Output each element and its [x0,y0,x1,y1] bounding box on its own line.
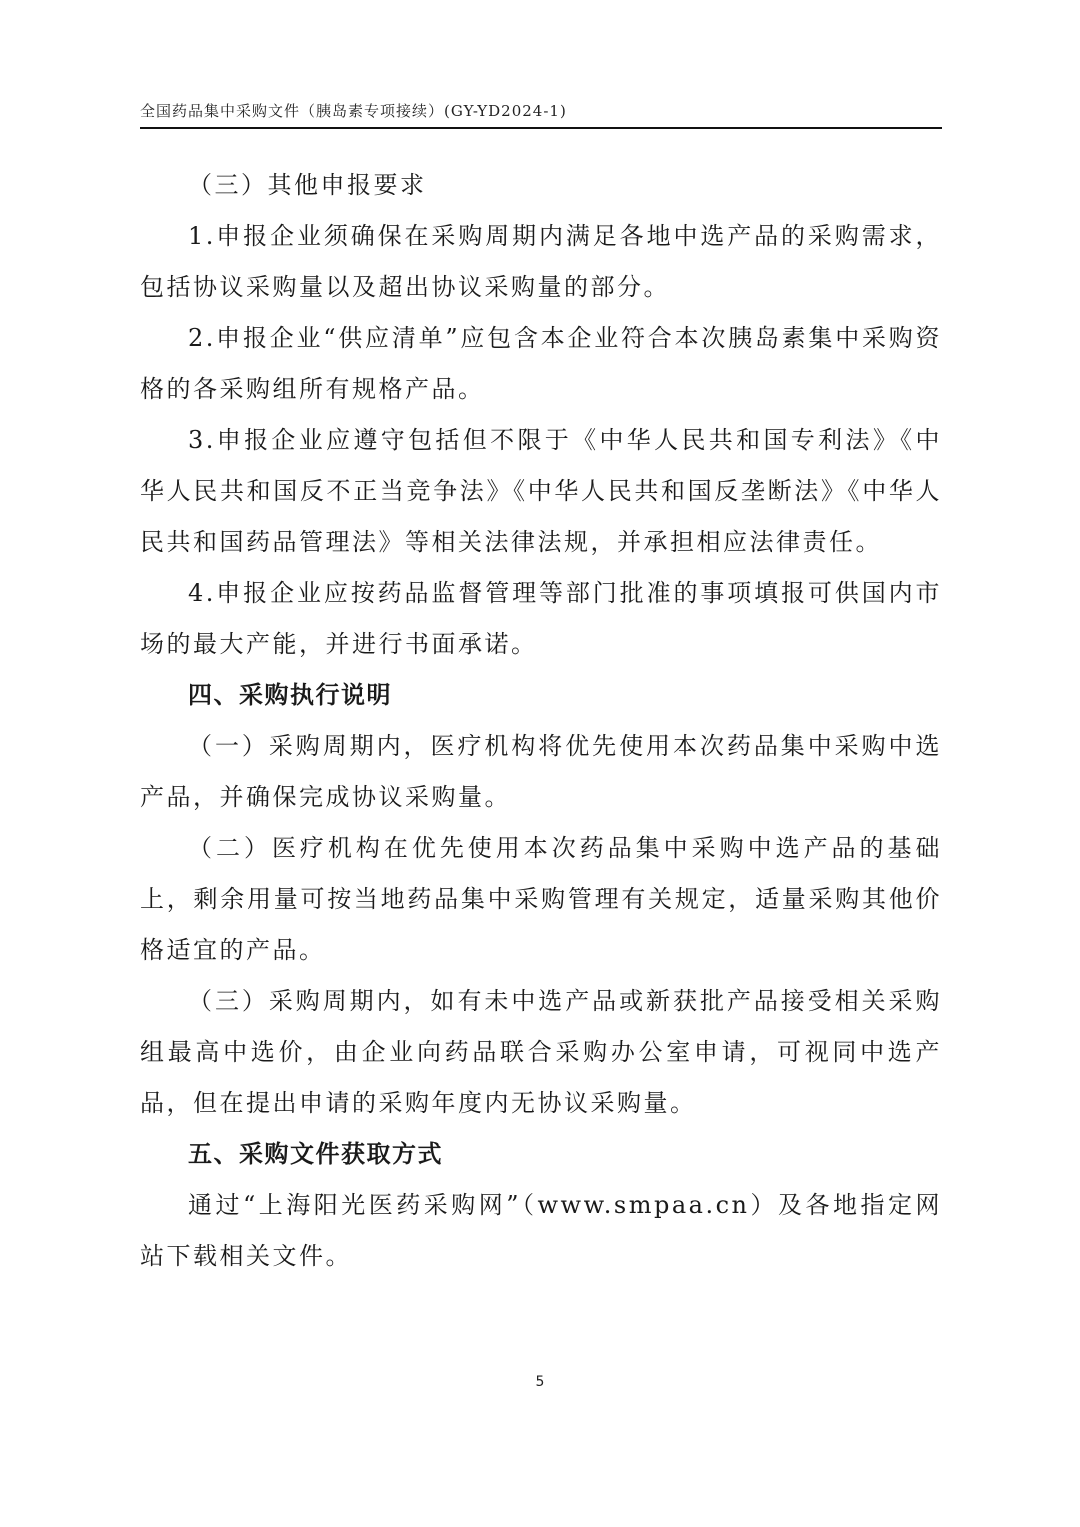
paragraph-requirement-3: 3.申报企业应遵守包括但不限于《中华人民共和国专利法》《中华人民共和国反不正当竞争法》《中华人民共和国反垄断法》《中华人民共和国药品管理法》等相关法律法规，并承担相应法律责任。 [140,426,942,556]
document-body [140,160,942,1282]
paragraph-requirement-1: 1.申报企业须确保在采购周期内满足各地中选产品的采购需求，包括协议采购量以及超出协议采购量的部分。 [140,222,942,301]
page-number: 5 [535,1374,545,1390]
subheading-other-requirements: （三）其他申报要求 [188,171,427,199]
paragraph-document-access: 通过“上海阳光医药采购网”（www.smpaa.cn）及各地指定网站下载相关文件。 [140,1191,942,1270]
header-divider [140,127,942,129]
paragraph-execution-1: （一）采购周期内，医疗机构将优先使用本次药品集中采购中选产品，并确保完成协议采购量。 [140,732,942,811]
section-heading-document-access: 五、采购文件获取方式 [188,1140,443,1168]
section-heading-procurement-execution: 四、采购执行说明 [188,681,392,709]
paragraph-requirement-4: 4.申报企业应按药品监督管理等部门批准的事项填报可供国内市场的最大产能，并进行书面承诺。 [140,579,942,658]
paragraph-execution-2: （二）医疗机构在优先使用本次药品集中采购中选产品的基础上，剩余用量可按当地药品集中采购管理有关规定，适量采购其他价格适宜的产品。 [140,834,942,964]
paragraph-requirement-2: 2.申报企业“供应清单”应包含本企业符合本次胰岛素集中采购资格的各采购组所有规格产品。 [140,324,942,403]
running-header: 全国药品集中采购文件（胰岛素专项接续）(GY-YD2024-1) [140,102,567,120]
paragraph-execution-3: （三）采购周期内，如有未中选产品或新获批产品接受相关采购组最高中选价，由企业向药品联合采购办公室申请，可视同中选产品，但在提出申请的采购年度内无协议采购量。 [140,987,942,1117]
